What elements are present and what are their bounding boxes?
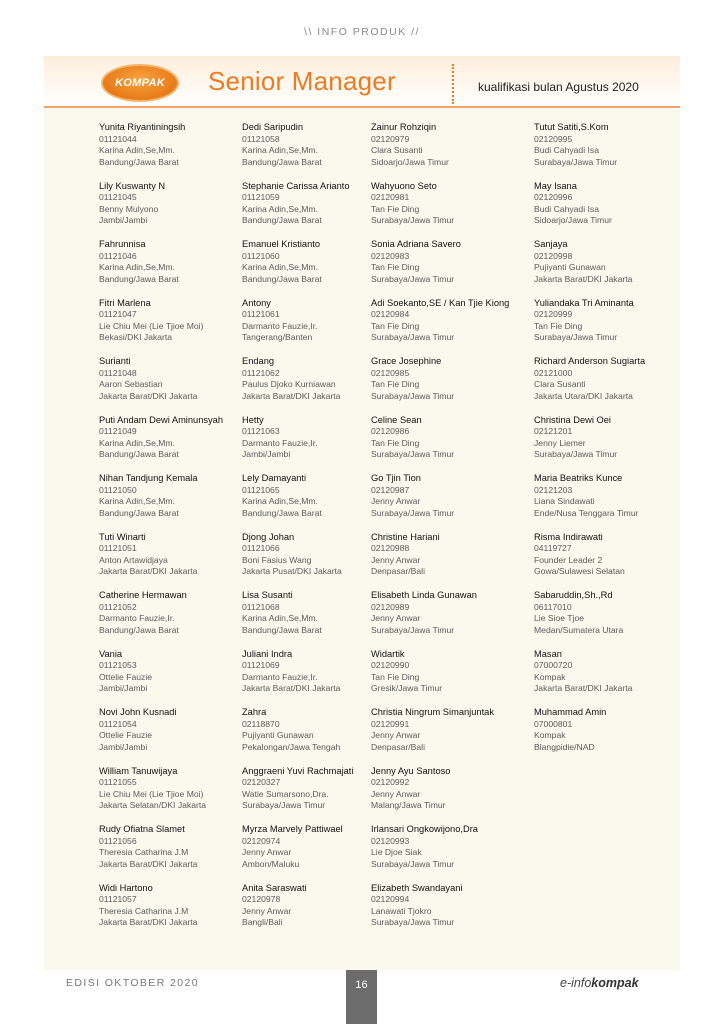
member-city: Surabaya/Jawa Timur (534, 332, 618, 342)
member-id: 01121050 (99, 484, 137, 495)
member-city: Bekasi/DKI Jakarta (99, 332, 173, 342)
member-name: Tuti Winarti (99, 531, 146, 542)
member-entry (371, 356, 509, 415)
member-sponsor: Jenny Anwar (371, 613, 421, 623)
member-city: Surabaya/Jawa Timur (371, 390, 455, 401)
member-name: Zainur Rohziqin (371, 122, 437, 132)
member-entry (371, 473, 509, 532)
member-sponsor: Karina Adin,Se,Mm. (99, 437, 175, 448)
member-name: Elizabeth Swandayani (371, 882, 463, 893)
member-sponsor: Budi Cahyadi Isa (534, 145, 599, 155)
member-name: Catherine Hermawan (99, 590, 187, 600)
member-city: Ende/Nusa Tenggara Timur (534, 507, 639, 518)
member-id: 01121047 (99, 309, 137, 319)
member-entry (99, 590, 223, 649)
member-entry (99, 415, 223, 474)
member-sponsor: Clara Susanti (534, 379, 586, 389)
member-name: Sonia Adriana Savero (371, 239, 461, 249)
member-city: Bandung/Jawa Barat (242, 624, 322, 635)
member-name: Tutut Satiti,S.Kom (534, 122, 609, 132)
member-city: Jakarta Utara/DKI Jakarta (534, 390, 633, 401)
member-sponsor: Darmanto Fauzie,Ir. (242, 437, 318, 448)
member-name: Widartik (371, 648, 405, 659)
member-entry (99, 356, 223, 415)
member-city: Jambi/Jambi (99, 683, 148, 693)
member-sponsor: Paulus Djoko Kurniawan (242, 379, 336, 389)
member-sponsor: Tan Fie Ding (534, 320, 583, 331)
member-id: 01121057 (99, 894, 137, 904)
member-name: Risma Indirawati (534, 531, 603, 542)
member-id: 02120979 (371, 133, 410, 144)
member-id: 01121053 (99, 660, 137, 670)
member-entry (99, 824, 223, 883)
member-city: Jambi/Jambi (99, 215, 148, 225)
member-id: 01121056 (99, 835, 137, 846)
member-id: 01121061 (242, 309, 280, 319)
member-id: 01121058 (242, 133, 280, 144)
member-city: Jakarta Pusat/DKI Jakarta (242, 566, 342, 576)
member-name: Zahra (242, 707, 267, 717)
member-name: Novi John Kusnadi (99, 707, 177, 717)
brand-suffix: kompak (591, 976, 639, 990)
member-city: Blangpidie/NAD (534, 741, 595, 752)
member-id: 02120991 (371, 718, 410, 729)
member-id: 02120993 (371, 835, 410, 846)
member-city: Gresik/Jawa Timur (371, 683, 443, 693)
member-sponsor: Boni Fasius Wang (242, 554, 312, 565)
page-title: Senior Manager (208, 66, 396, 96)
member-id: 01121065 (242, 484, 280, 495)
member-id: 01121048 (99, 367, 137, 378)
member-sponsor: Lie Sioe Tjoe (534, 613, 585, 623)
member-column-3 (371, 122, 509, 941)
member-entry (242, 883, 353, 942)
member-entry (534, 239, 645, 298)
member-id: 01121062 (242, 367, 280, 378)
member-sponsor: Karina Adin,Se,Mm. (242, 262, 318, 272)
logo-text: KOMPAK (115, 77, 165, 89)
member-entry (534, 590, 645, 649)
member-id: 02120988 (371, 543, 410, 553)
member-id: 02120998 (534, 250, 573, 261)
member-city: Jakarta Barat/DKI Jakarta (242, 683, 341, 693)
member-city: Medan/Sumatera Utara (534, 624, 624, 635)
member-id: 01121054 (99, 718, 137, 729)
member-city: Jakarta Selatan/DKI Jakarta (99, 800, 206, 810)
member-id: 01121052 (99, 601, 137, 612)
member-name: Antony (242, 297, 271, 308)
member-id: 02120984 (371, 309, 410, 319)
member-entry (371, 181, 509, 240)
member-name: Dedi Saripudin (242, 122, 303, 132)
member-city: Surabaya/Jawa Timur (371, 332, 455, 342)
member-name: Myrza Marvely Pattiwael (242, 824, 343, 834)
member-city: Jakarta Barat/DKI Jakarta (534, 273, 633, 284)
member-name: Lily Kuswanty N (99, 180, 166, 191)
member-name: Maria Beatriks Kunce (534, 473, 623, 483)
member-id: 07000801 (534, 718, 573, 729)
member-entry (242, 181, 353, 240)
member-city: Jakarta Barat/DKI Jakarta (99, 390, 198, 401)
member-entry (371, 239, 509, 298)
member-id: 02118870 (242, 718, 280, 729)
member-id: 02120992 (371, 777, 410, 787)
member-entry (534, 473, 645, 532)
member-name: Puti Andam Dewi Aminunsyah (99, 414, 224, 425)
member-id: 02121201 (534, 426, 573, 436)
member-id: 02120978 (242, 894, 281, 904)
member-name: Endang (242, 356, 275, 366)
member-entry (371, 590, 509, 649)
member-sponsor: Karina Adin,Se,Mm. (242, 203, 318, 214)
member-sponsor: Ottelie Fauzie (99, 671, 153, 682)
member-entry (242, 766, 353, 825)
member-entry (534, 181, 645, 240)
member-entry (534, 356, 645, 415)
member-name: Surianti (99, 356, 131, 366)
member-name: Christina Dewi Oei (534, 414, 611, 425)
member-city: Sidoarjo/Jawa Timur (371, 156, 449, 167)
member-sponsor: Tan Fie Ding (371, 671, 420, 682)
member-id: 01121060 (242, 250, 280, 261)
member-entry (99, 473, 223, 532)
member-sponsor: Watie Sumarsono,Dra. (242, 788, 329, 799)
brand-label (560, 976, 639, 990)
member-sponsor: Liana Sindawati (534, 496, 595, 506)
member-entry (99, 707, 223, 766)
member-sponsor: Ottelie Fauzie (99, 730, 153, 740)
header-divider (44, 106, 680, 108)
member-id: 02120994 (371, 894, 410, 904)
member-column-2 (242, 122, 353, 941)
member-name: Christine Hariani (371, 531, 440, 542)
member-city: Gowa/Sulawesi Selatan (534, 566, 625, 576)
member-entry (371, 532, 509, 591)
member-name: Jenny Ayu Santoso (371, 765, 451, 776)
member-sponsor: Jenny Anwar (371, 788, 421, 799)
member-name: William Tanuwijaya (99, 765, 178, 776)
header-separator (452, 64, 454, 104)
page-subtitle: kualifikasi bulan Agustus 2020 (478, 80, 639, 94)
member-id: 01121046 (99, 250, 137, 261)
member-entry (242, 356, 353, 415)
member-sponsor: Aaron Sebastian (99, 379, 163, 389)
page-number: 16 (346, 970, 377, 1024)
member-city: Jakarta Barat/DKI Jakarta (534, 683, 633, 693)
member-city: Jakarta Barat/DKI Jakarta (242, 390, 341, 401)
member-entry (242, 590, 353, 649)
member-city: Bandung/Jawa Barat (99, 156, 179, 167)
member-entry (534, 122, 645, 181)
member-name: Richard Anderson Sugiarta (534, 356, 646, 366)
member-name: Yuliandaka Tri Aminanta (534, 297, 634, 308)
member-city: Tangerang/Banten (242, 332, 313, 342)
member-id: 01121051 (99, 543, 137, 553)
member-sponsor: Jenny Anwar (242, 905, 292, 916)
member-sponsor: Kompak (534, 730, 566, 740)
member-sponsor: Kompak (534, 671, 566, 682)
member-name: Nihan Tandjung Kemala (99, 473, 198, 483)
member-name: Anggraeni Yuvi Rachmajati (242, 765, 354, 776)
member-sponsor: Karina Adin,Se,Mm. (99, 145, 175, 155)
member-name: Vania (99, 648, 123, 659)
member-sponsor: Karina Adin,Se,Mm. (242, 613, 318, 623)
member-sponsor: Tan Fie Ding (371, 320, 420, 331)
member-sponsor: Budi Cahyadi Isa (534, 203, 599, 214)
member-name: Fitri Marlena (99, 297, 151, 308)
member-sponsor: Karina Adin,Se,Mm. (242, 145, 318, 155)
member-id: 06117010 (534, 601, 572, 612)
member-name: Rudy Ofiatna Slamet (99, 824, 185, 834)
member-name: Elisabeth Linda Gunawan (371, 590, 477, 600)
member-entry (99, 766, 223, 825)
member-city: Surabaya/Jawa Timur (371, 449, 455, 459)
member-city: Jakarta Barat/DKI Jakarta (99, 858, 198, 869)
member-sponsor: Founder Leader 2 (534, 554, 603, 565)
member-sponsor: Darmanto Fauzie,Ir. (242, 320, 318, 331)
member-sponsor: Jenny Anwar (371, 554, 421, 565)
member-name: Muhammad Amin (534, 707, 607, 717)
member-entry (534, 532, 645, 591)
member-sponsor: Karina Adin,Se,Mm. (99, 496, 175, 506)
member-sponsor: Anton Artawidjaya (99, 554, 168, 565)
member-name: Fahrunnisa (99, 239, 146, 249)
member-entry (534, 649, 645, 708)
member-city: Surabaya/Jawa Timur (371, 273, 455, 284)
member-city: Bandung/Jawa Barat (99, 507, 179, 518)
member-id: 01121045 (99, 192, 137, 202)
member-sponsor: Jenny Anwar (371, 496, 421, 506)
member-name: Masan (534, 648, 562, 659)
member-id: 02120987 (371, 484, 410, 495)
member-entry (242, 707, 353, 766)
member-id: 01121055 (99, 777, 137, 787)
member-entry (534, 298, 645, 357)
member-column-1 (99, 122, 223, 941)
member-city: Jambi/Jambi (99, 741, 148, 752)
brand-prefix: e-info (560, 976, 592, 990)
member-name: Christia Ningrum Simanjuntak (371, 707, 494, 717)
member-id: 01121068 (242, 601, 280, 612)
member-sponsor: Theresia Catharina J.M (99, 905, 189, 916)
member-id: 01121049 (99, 426, 137, 436)
member-id: 01121044 (99, 133, 137, 144)
member-id: 02120981 (371, 192, 410, 202)
member-id: 01121069 (242, 660, 280, 670)
member-id: 02120985 (371, 367, 410, 378)
member-name: Grace Josephine (371, 356, 442, 366)
member-id: 02120989 (371, 601, 410, 612)
member-entry (242, 649, 353, 708)
member-entry (371, 707, 509, 766)
member-entry (534, 707, 645, 766)
member-city: Jakarta Barat/DKI Jakarta (99, 566, 198, 576)
member-entry (99, 122, 223, 181)
member-sponsor: Clara Susanti (371, 145, 423, 155)
member-id: 02120986 (371, 426, 410, 436)
member-sponsor: Tan Fie Ding (371, 379, 420, 389)
member-city: Surabaya/Jawa Timur (371, 917, 455, 927)
member-id: 02120974 (242, 835, 281, 846)
member-city: Malang/Jawa Timur (371, 800, 446, 810)
member-sponsor: Pujiyanti Gunawan (534, 262, 606, 272)
member-id: 07000720 (534, 660, 573, 670)
member-sponsor: Benny Mulyono (99, 203, 159, 214)
member-id: 02121203 (534, 484, 573, 495)
member-city: Surabaya/Jawa Timur (371, 624, 455, 635)
member-entry (99, 298, 223, 357)
member-id: 01121066 (242, 543, 280, 553)
member-id: 01121063 (242, 426, 280, 436)
member-entry (99, 239, 223, 298)
member-entry (242, 532, 353, 591)
member-name: Juliani Indra (242, 648, 293, 659)
member-name: Go Tjin Tion (371, 473, 421, 483)
member-name: Stephanie Carissa Arianto (242, 180, 350, 191)
member-city: Bandung/Jawa Barat (99, 624, 179, 635)
member-sponsor: Lie Chiu Mei (Lie Tjioe Moi) (99, 788, 204, 799)
member-name: Sanjaya (534, 239, 568, 249)
member-sponsor: Pujiyanti Gunawan (242, 730, 314, 740)
member-sponsor: Karina Adin,Se,Mm. (242, 496, 318, 506)
member-city: Surabaya/Jawa Timur (242, 800, 326, 810)
member-name: Sabaruddin,Sh.,Rd (534, 590, 613, 600)
member-entry (242, 122, 353, 181)
member-entry (242, 239, 353, 298)
member-sponsor: Lie Chiu Mei (Lie Tjioe Moi) (99, 320, 204, 331)
member-name: Lely Damayanti (242, 473, 307, 483)
member-city: Jakarta Barat/DKI Jakarta (99, 917, 198, 927)
member-sponsor: Lanawati Tjokro (371, 905, 432, 916)
member-sponsor: Jenny Anwar (242, 847, 292, 857)
member-entry (99, 883, 223, 942)
member-entry (242, 298, 353, 357)
member-city: Pekalongan/Jawa Tengah (242, 741, 341, 752)
member-entry (371, 415, 509, 474)
member-id: 02120999 (534, 309, 573, 319)
kompak-logo (101, 64, 179, 102)
edition-label: EDISI OKTOBER 2020 (66, 977, 199, 989)
member-id: 02120327 (242, 777, 281, 787)
member-id: 02120996 (534, 192, 573, 202)
member-city: Surabaya/Jawa Timur (371, 507, 455, 518)
member-name: Adi Soekanto,SE / Kan Tjie Kiong (371, 297, 510, 308)
member-entry (99, 181, 223, 240)
member-city: Bandung/Jawa Barat (242, 215, 322, 225)
member-id: 02120983 (371, 250, 410, 261)
member-entry (99, 649, 223, 708)
member-sponsor: Tan Fie Ding (371, 262, 420, 272)
member-city: Ambon/Maluku (242, 858, 300, 869)
member-column-4 (534, 122, 645, 766)
member-id: 04119727 (534, 543, 572, 553)
member-city: Bandung/Jawa Barat (242, 507, 322, 518)
member-city: Bangli/Bali (242, 917, 283, 927)
member-sponsor: Karina Adin,Se,Mm. (99, 262, 175, 272)
member-entry (371, 824, 509, 883)
member-entry (242, 415, 353, 474)
member-entry (371, 883, 509, 942)
member-id: 02120990 (371, 660, 410, 670)
member-entry (371, 649, 509, 708)
member-name: Wahyuono Seto (371, 180, 437, 191)
member-sponsor: Jenny Anwar (371, 730, 421, 740)
member-sponsor: Tan Fie Ding (371, 437, 420, 448)
member-sponsor: Tan Fie Ding (371, 203, 420, 214)
member-name: Yunita Riyantiningsih (99, 122, 186, 132)
member-city: Bandung/Jawa Barat (99, 449, 179, 459)
member-entry (99, 532, 223, 591)
member-city: Bandung/Jawa Barat (242, 273, 322, 284)
member-name: May Isana (534, 180, 577, 191)
member-entry (242, 824, 353, 883)
member-name: Emanuel Kristianto (242, 239, 321, 249)
member-name: Hetty (242, 414, 264, 425)
member-sponsor: Jenny Liemer (534, 437, 586, 448)
member-id: 02121000 (534, 367, 573, 378)
member-name: Celine Sean (371, 414, 422, 425)
member-entry (534, 415, 645, 474)
member-sponsor: Lie Djoe Siak (371, 847, 422, 857)
member-id: 02120995 (534, 133, 573, 144)
member-sponsor: Darmanto Fauzie,Ir. (99, 613, 175, 623)
member-name: Anita Saraswati (242, 882, 307, 893)
member-sponsor: Darmanto Fauzie,Ir. (242, 671, 318, 682)
member-city: Surabaya/Jawa Timur (371, 215, 455, 225)
member-id: 01121059 (242, 192, 280, 202)
member-name: Djong Johan (242, 531, 295, 542)
member-city: Jambi/Jambi (242, 449, 291, 459)
section-label: \\ INFO PRODUK // (304, 26, 420, 38)
member-name: Widi Hartono (99, 882, 153, 893)
member-city: Surabaya/Jawa Timur (534, 449, 618, 459)
member-city: Denpasar/Bali (371, 566, 425, 576)
member-city: Sidoarjo/Jawa Timur (534, 215, 612, 225)
member-entry (371, 122, 509, 181)
member-entry (371, 298, 509, 357)
member-city: Surabaya/Jawa Timur (371, 858, 455, 869)
member-city: Bandung/Jawa Barat (99, 273, 179, 284)
member-sponsor: Theresia Catharina J.M (99, 847, 189, 857)
member-entry (242, 473, 353, 532)
member-city: Surabaya/Jawa Timur (534, 156, 618, 167)
member-city: Denpasar/Bali (371, 741, 425, 752)
member-city: Bandung/Jawa Barat (242, 156, 322, 167)
member-entry (371, 766, 509, 825)
member-name: Lisa Susanti (242, 590, 293, 600)
member-name: Irlansari Ongkowijono,Dra (371, 824, 478, 834)
